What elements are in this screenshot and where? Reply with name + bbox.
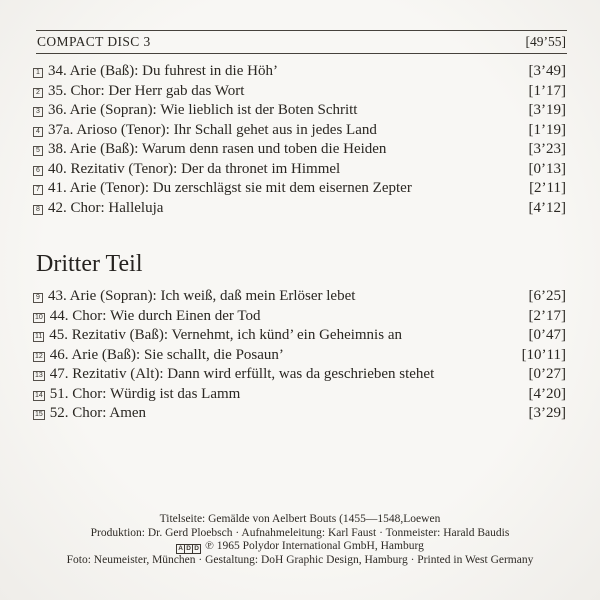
track-number-box: 12 xyxy=(35,352,43,360)
track-row xyxy=(33,82,566,102)
track-list-top xyxy=(33,62,566,218)
track-number-box: 1 xyxy=(33,68,43,78)
credit-copyright xyxy=(0,540,600,554)
track-time: [2’11] xyxy=(529,180,566,196)
track-number-box: 13 xyxy=(35,372,43,379)
track-row xyxy=(33,140,566,160)
track-number-box: 11 xyxy=(35,333,43,340)
track-number-box: 9 xyxy=(33,293,43,303)
track-number-box: 4 xyxy=(33,127,43,137)
track-number-box: 10 xyxy=(35,313,43,321)
track-title: 51. Chor: Würdig ist das Lamm xyxy=(49,385,241,402)
track-time: [3’23] xyxy=(528,141,566,157)
add-letter: D xyxy=(192,545,200,553)
disc-title: COMPACT DISC 3 xyxy=(37,34,151,49)
add-recording-logo xyxy=(176,544,201,554)
track-row xyxy=(33,179,566,199)
credit-produktion: Produktion: Dr. Gerd Ploebsch · Aufnahmeleitung: Karl Faust · Tonmeister: Harald Baudis xyxy=(90,526,510,539)
track-title: 36. Arie (Sopran): Wie lieblich ist der Boten Schritt xyxy=(48,102,358,118)
track-title: 47. Rezitativ (Alt): Dann wird erfüllt, was da geschrieben stehet xyxy=(49,366,435,382)
credit-foto-gestaltung: Foto: Neumeister, München · Gestaltung: DoH Graphic Design, Hamburg · Printed in West Germany xyxy=(66,553,534,566)
track-title: 35. Chor: Der Herr gab das Wort xyxy=(48,82,245,99)
track-row xyxy=(33,307,566,327)
track-title: 40. Rezitativ (Tenor): Der da thronet im Himmel xyxy=(48,160,341,177)
track-row xyxy=(33,199,566,219)
track-time: [6’25] xyxy=(528,288,566,304)
copyright-text: ℗ 1965 Polydor International GmbH, Hamburg xyxy=(205,540,424,553)
track-row xyxy=(33,346,566,366)
track-time: [4’12] xyxy=(528,199,566,216)
disc-total-time: [49’55] xyxy=(525,34,566,49)
credit-titelseite: Titelseite: Gemälde von Aelbert Bouts (1455—1548,Loewen xyxy=(159,513,441,525)
track-number-box: 5 xyxy=(33,146,43,156)
track-number-box: 8 xyxy=(33,205,43,215)
track-time: [1’19] xyxy=(528,121,566,138)
track-list-dritter-teil xyxy=(33,287,566,424)
track-row xyxy=(33,121,566,141)
track-title: 45. Rezitativ (Baß): Vernehmt, ich künd’ ein Geheimnis an xyxy=(49,327,402,343)
track-title: 34. Arie (Baß): Du fuhrest in die Höh’ xyxy=(48,63,278,79)
track-time: [0’13] xyxy=(528,160,566,177)
track-number-box: 2 xyxy=(33,88,43,98)
track-title: 37a. Arioso (Tenor): Ihr Schall gehet aus in jedes Land xyxy=(48,121,377,138)
track-time: [10’11] xyxy=(521,346,566,363)
track-row xyxy=(33,101,566,121)
section-heading-dritter-teil: Dritter Teil xyxy=(36,251,143,277)
track-title: 43. Arie (Sopran): Ich weiß, daß mein Erlöser lebet xyxy=(48,288,356,304)
track-title: 46. Arie (Baß): Sie schallt, die Posaun’ xyxy=(49,346,284,363)
track-row xyxy=(33,160,566,180)
track-time: [3’49] xyxy=(528,63,566,79)
track-title: 42. Chor: Halleluja xyxy=(48,199,164,216)
track-time: [0’27] xyxy=(528,366,566,382)
track-number-box: 3 xyxy=(33,107,43,117)
track-row xyxy=(33,287,566,307)
track-title: 38. Arie (Baß): Warum denn rasen und toben die Heiden xyxy=(48,141,387,157)
track-row xyxy=(33,365,566,385)
credits-footer xyxy=(0,513,600,568)
track-row xyxy=(33,404,566,424)
track-number-box: 15 xyxy=(35,411,43,418)
track-number-box: 14 xyxy=(35,391,43,399)
track-time: [4’20] xyxy=(528,385,566,402)
track-row xyxy=(33,326,566,346)
add-letter: D xyxy=(184,545,192,553)
header-rule-top xyxy=(36,30,567,31)
track-title: 52. Chor: Amen xyxy=(49,405,147,421)
track-title: 41. Arie (Tenor): Du zerschlägst sie mit dem eisernen Zepter xyxy=(48,180,412,196)
track-time: [3’19] xyxy=(528,102,566,118)
track-title: 44. Chor: Wie durch Einen der Tod xyxy=(49,307,261,324)
track-number-box: 6 xyxy=(33,166,43,176)
track-time: [1’17] xyxy=(528,82,566,99)
track-number-box: 7 xyxy=(33,185,43,195)
add-letter: A xyxy=(178,545,183,553)
disc-header xyxy=(37,34,566,51)
track-time: [0’47] xyxy=(528,327,566,343)
track-row xyxy=(33,62,566,82)
track-row xyxy=(33,385,566,405)
track-time: [2’17] xyxy=(528,307,566,324)
track-time: [3’29] xyxy=(528,405,566,421)
header-rule-bottom xyxy=(36,53,567,54)
